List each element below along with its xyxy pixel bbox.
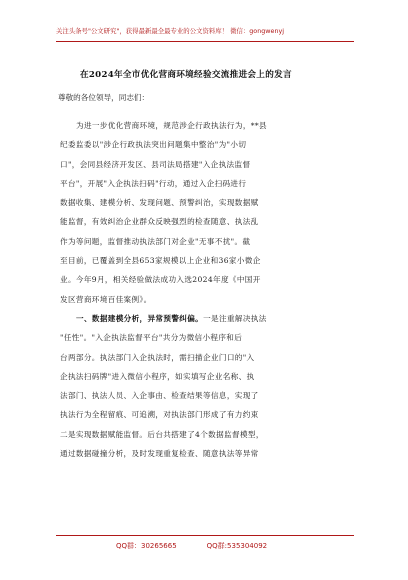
header-divider <box>56 41 354 42</box>
text-line: 至目前，已覆盖到全县653家规模以上企业和36家小微企 <box>60 256 261 266</box>
text-line: 为进一步优化营商环境，规范涉企行政执法行为，**县 <box>76 121 267 130</box>
text-line: 数据收集、建模分析、发现问题、预警纠治，实现数据赋 <box>60 198 259 208</box>
text-line: 口"，会同县经济开发区、县司法局搭建"入企执法监督 <box>60 159 251 169</box>
footer-divider <box>56 535 354 536</box>
footer-qq-group-1: QQ群：30265665 <box>116 542 177 550</box>
paragraph-intro <box>60 116 352 309</box>
text-line: 作为等问题，监督推动执法部门对企业"无事不扰"。截 <box>60 236 251 246</box>
header-banner: 关注头条号"公文研究"，获得最新最全最专业的公文资料库！ 微信：gongwenyj <box>56 27 285 35</box>
text-line: 通过数据碰撞分析，及时发现重复检查、随意执法等异常 <box>60 449 259 459</box>
footer-qq-group-2: QQ群:535304092 <box>206 542 268 550</box>
text-line: 二是实现数据赋能监督。后台共搭建了4个数据监督模型， <box>60 429 264 439</box>
text-line: 法部门、执法人员、入企事由、检查结果等信息，实现了 <box>60 391 259 401</box>
text-line: 发区营商环境百佳案例》。 <box>60 294 152 304</box>
salutation: 尊敬的各位领导，同志们： <box>58 93 150 102</box>
text-line: 台两部分。执法部门入企执法时，需扫描企业门口的"入 <box>60 352 255 362</box>
section-heading: 一、数据建模分析，异常预警纠偏。 <box>76 314 204 323</box>
paragraph-section-1 <box>60 309 352 463</box>
text-line: 能监督，有效纠治企业群众反映强烈的检查随意、执法乱 <box>60 217 259 227</box>
text-line: 平台"，开展"入企执法扫码"行动，通过入企扫码进行 <box>60 178 247 188</box>
footer <box>116 541 267 551</box>
text-line: 业。今年9月，相关经验做法成功入选2024年度《中国开 <box>60 275 261 285</box>
text-line: "任性"。"入企执法监督平台"共分为微信小程序和后 <box>60 333 243 343</box>
text-line: 执法行为全程留痕、可追溯，对执法部门形成了有力约束 <box>60 410 259 420</box>
text-line: 企执法扫码牌"进入微信小程序，如实填写企业名称、执 <box>60 371 255 381</box>
text-line: 纪委监委以"涉企行政执法突出问题集中整治"为"小切 <box>60 140 247 150</box>
document-title: 在2024年全市优化营商环境经验交流推进会上的发言 <box>80 70 292 80</box>
text-line <box>60 309 352 328</box>
text-run: 一是注重解决执法 <box>203 314 267 323</box>
